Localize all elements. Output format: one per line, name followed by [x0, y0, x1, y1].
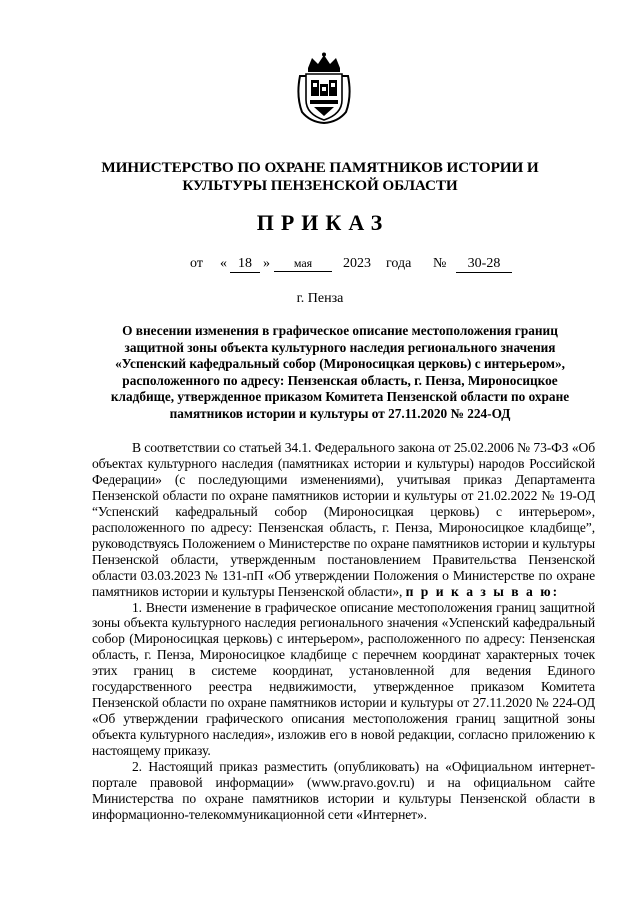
ministry-name-line2: КУЛЬТУРЫ ПЕНЗЕНСКОЙ ОБЛАСТИ — [182, 177, 458, 194]
date-from-label: от — [190, 256, 203, 271]
preamble-text: В соответствии со статьей 34.1. Федерального закона от 25.02.2006 № 73-ФЗ «Об объектах культурного наследия (памятниках истории и культуры) народов Российской Федерации» (с последующими изменениями), учитывая приказ Департамента Пензенской области по охране памятников истории и культуры от 21.02.2022 № 19-ОД “Успенский кафедральный собор (Мироносицкая церковь) с интерьером», расположенного по адресу: Пензенская область, г. Пенза, Мироносицкое кладбище”, руководствуясь Положением о Министерстве по охране памятников истории и культуры Пензенской области, утвержденным постановлением Правительства Пензенской области 03.03.2023 № 131-пП «Об утверждении Положения о Министерстве по охране памятников истории и культуры Пензенской области», — [92, 440, 595, 599]
city-name: г. Пенза — [296, 291, 344, 306]
order-number: 30-28 — [456, 256, 512, 273]
order-day: 18 — [230, 256, 260, 273]
order-date-number-line — [0, 256, 640, 276]
preamble-paragraph — [92, 440, 595, 600]
day-open-quote: « — [220, 256, 227, 271]
order-month: мая — [274, 256, 332, 272]
day-close-quote: » — [263, 256, 270, 271]
order-body — [92, 440, 595, 823]
ministry-name — [60, 159, 580, 195]
document-type-title: ПРИКАЗ — [256, 210, 390, 235]
order-subject: О внесении изменения в графическое описание местоположения границ защитной зоны объекта культурного наследия регионального значения «Успенский кафедральный собор (Мироносицкая церковь) с интерьером», расположенного по адресу: Пензенская область, г. Пенза, Мироносицкое кладбище, утвержденное приказом Комитета Пензенской области по охране памятников истории и культуры от 27.11.2020 № 224-ОД — [110, 323, 570, 421]
item-2-paragraph: 2. Настоящий приказ разместить (опубликовать) на «Официальном интернет-портале правовой информации» (www.pravo.gov.ru) и на официальном сайте Министерства по охране памятников истории и культуры Пензенской области в информационно-телекоммуникационной сети «Интернет». — [92, 759, 595, 822]
order-year: 2023 — [343, 256, 371, 271]
item-1-paragraph: 1. Внести изменение в графическое описание местоположения границ защитной зоны объекта культурного наследия регионального значения «Успенский кафедральный собор (Мироносицкая церковь) с интерьером», расположенного по адресу: Пензенская область, г. Пенза, Мироносицкое кладбище с перечнем координат характерных точек этих границ в системе координат, установленной для ведения Единого государственного реестра недвижимости, утвержденное приказом Комитета Пензенской области по охране памятников истории и культуры от 27.11.2020 № 224-ОД «Об утверждении графического описания местоположения границ защитной зоны объекта культурного наследия», изложив его в новой редакции, согласно приложению к настоящему приказу. — [92, 599, 595, 759]
coat-of-arms-icon — [296, 52, 352, 124]
number-sign: № — [433, 256, 447, 271]
year-label: года — [386, 256, 412, 271]
ministry-name-line1: МИНИСТЕРСТВО ПО ОХРАНЕ ПАМЯТНИКОВ ИСТОРИИ И — [101, 159, 539, 176]
order-word: п р и к а з ы в а ю: — [405, 583, 560, 599]
